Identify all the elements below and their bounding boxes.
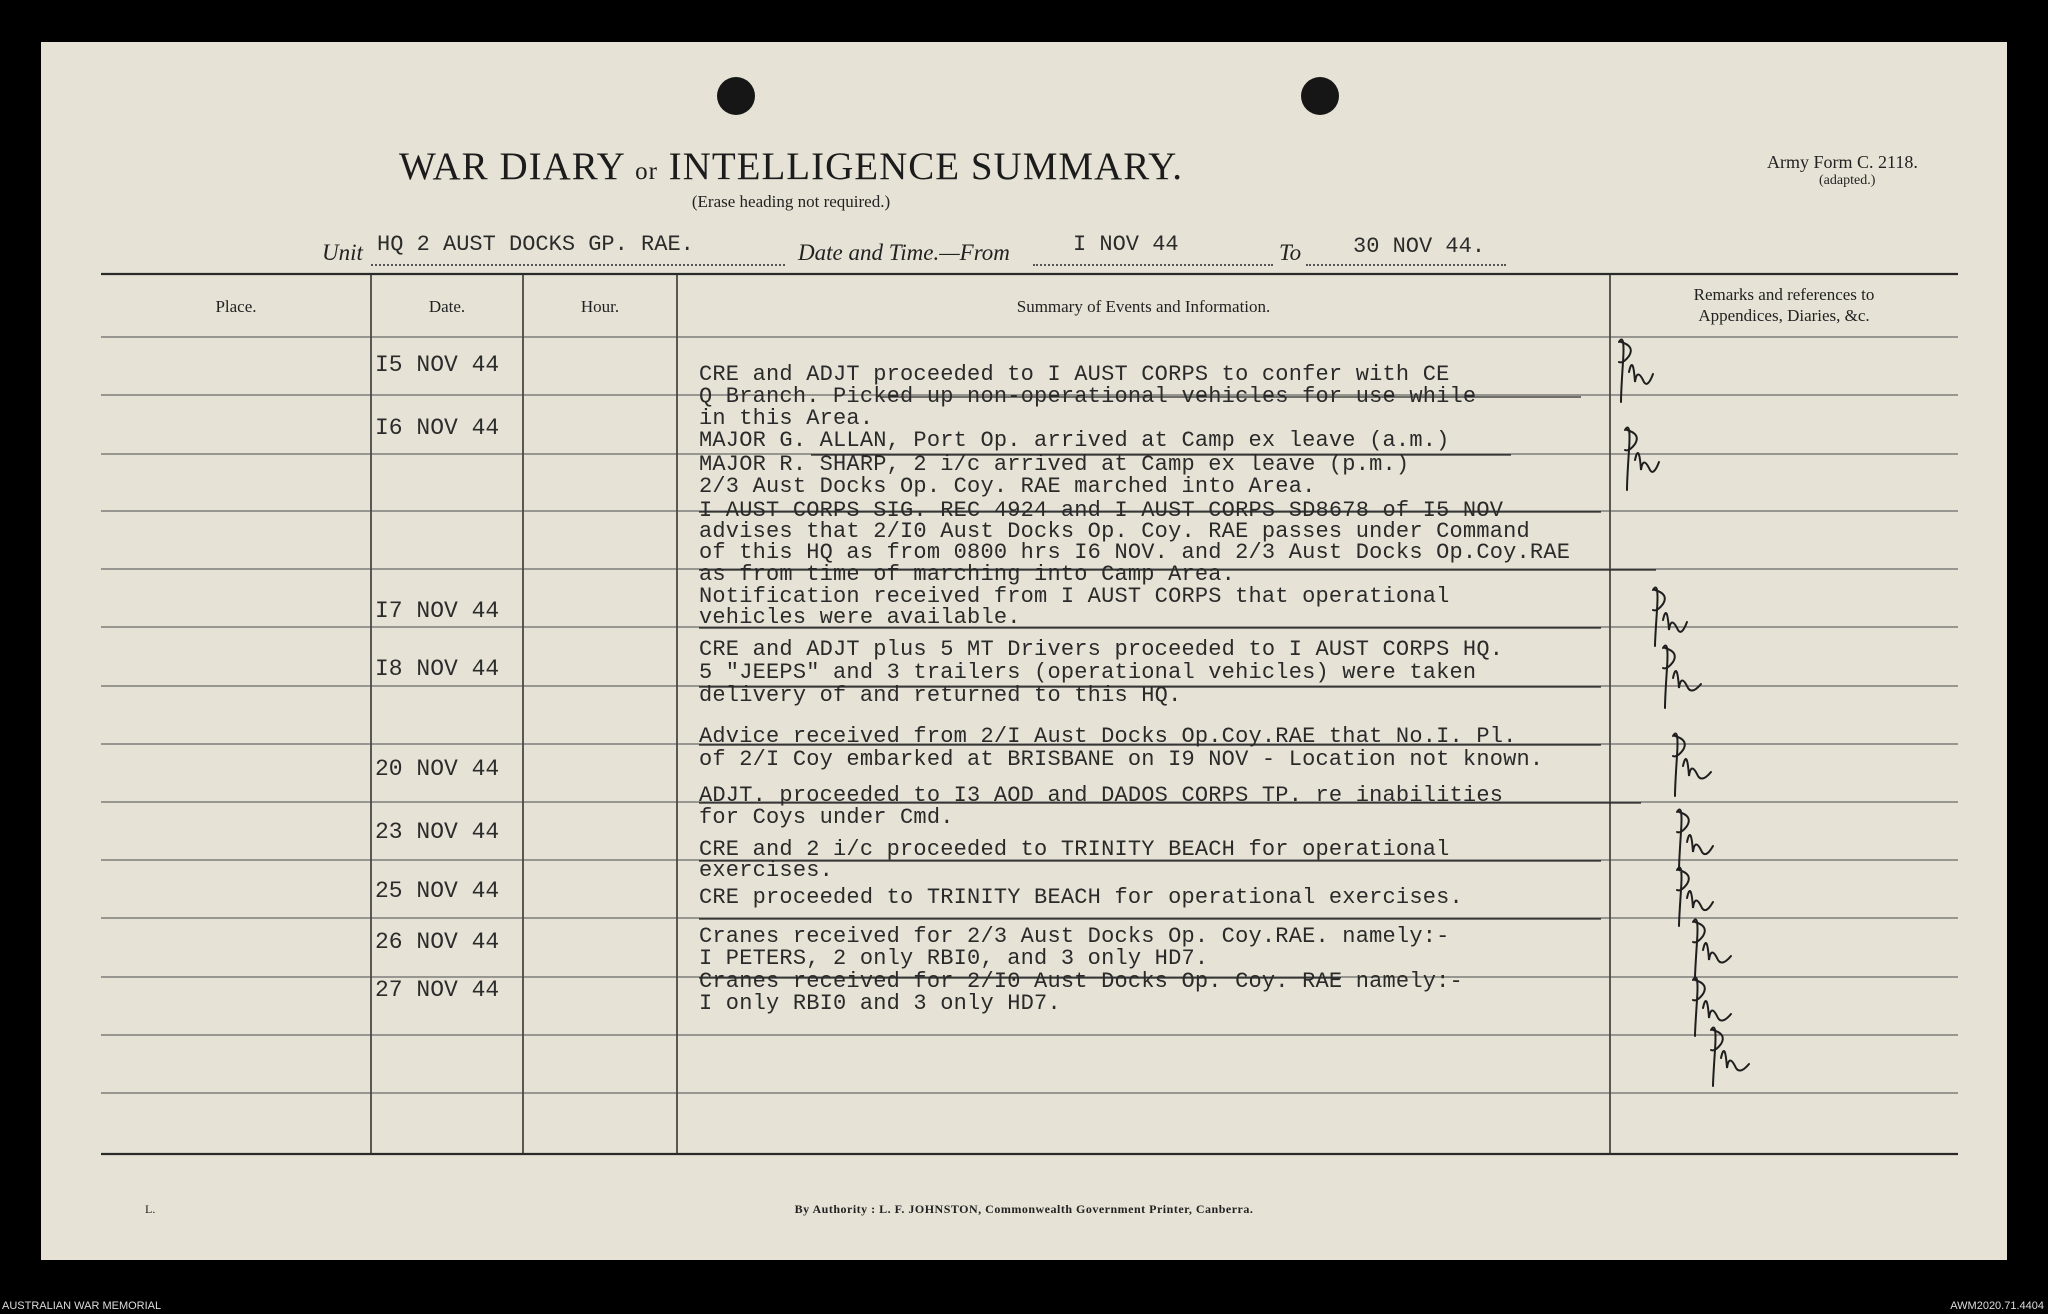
title-intelligence-summary: INTELLIGENCE SUMMARY.	[668, 145, 1183, 188]
entry-line: CRE and ADJT proceeded to I AUST CORPS to confer with CE	[699, 362, 1450, 387]
column-header-remarks-line2: Appendices, Diaries, &c.	[1698, 306, 1870, 325]
initials-mark	[1653, 588, 1687, 647]
entry-line: Notification received from I AUST CORPS that operational	[699, 584, 1450, 609]
entry-line: CRE and 2 i/c proceeded to TRINITY BEACH for operational	[699, 837, 1450, 862]
initials-mark	[1663, 646, 1701, 709]
entry-line: exercises.	[699, 858, 834, 883]
unit-value: HQ 2 AUST DOCKS GP. RAE.	[377, 232, 694, 257]
entry-line: of this HQ as from 0800 hrs I6 NOV. and 2/3 Aust Docks Op.Coy.RAE	[699, 540, 1571, 565]
column-header-place: Place.	[215, 297, 257, 316]
entry-line: 2/3 Aust Docks Op. Coy. RAE marched into Area.	[699, 474, 1316, 499]
initials-mark	[1625, 428, 1659, 491]
column-header-hour: Hour.	[580, 297, 620, 316]
entry-line: CRE proceeded to TRINITY BEACH for operational exercises.	[699, 885, 1463, 910]
initials-mark	[1673, 734, 1711, 797]
date-to-value: 30 NOV 44.	[1353, 234, 1486, 259]
remarks-initials	[41, 42, 2007, 1260]
army-form-note: (adapted.)	[1819, 173, 1876, 188]
entry-line: Q Branch. Picked up non-operational vehicles for use while	[699, 384, 1477, 409]
entry-line: for Coys under Cmd.	[699, 805, 954, 830]
column-header-remarks-line1: Remarks and references to	[1693, 285, 1875, 304]
entry-date: I5 NOV 44	[375, 352, 500, 378]
printer-authority: By Authority : L. F. JOHNSTON, Commonwealth Government Printer, Canberra.	[794, 1202, 1254, 1216]
footer-mark: L.	[145, 1202, 156, 1216]
entry-date: I7 NOV 44	[375, 598, 500, 624]
entry-line: MAJOR G. ALLAN, Port Op. arrived at Camp ex leave (a.m.)	[699, 428, 1450, 453]
initials-mark	[1677, 868, 1713, 927]
entry-line: advises that 2/I0 Aust Docks Op. Coy. RAE passes under Command	[699, 519, 1530, 544]
date-from-label: Date and Time.—From	[798, 240, 1010, 265]
title-or: or	[635, 158, 658, 185]
entry-line: I PETERS, 2 only RBI0, and 3 only HD7.	[699, 946, 1209, 971]
entry-line: delivery of and returned to this HQ.	[699, 683, 1182, 708]
entry-line: CRE and ADJT plus 5 MT Drivers proceeded to I AUST CORPS HQ.	[699, 637, 1504, 662]
initials-mark	[1619, 340, 1653, 403]
initials-mark	[1677, 810, 1713, 871]
initials-mark	[1711, 1028, 1749, 1087]
entry-date: I8 NOV 44	[375, 656, 500, 682]
entry-date: 20 NOV 44	[375, 756, 500, 782]
archive-id: AWM2020.71.4404	[1950, 1300, 2044, 1312]
army-form-number: Army Form C. 2118.	[1767, 152, 1918, 172]
entry-line: ADJT. proceeded to I3 AOD and DADOS CORPS TP. re inabilities	[699, 783, 1504, 808]
entry-line: vehicles were available.	[699, 605, 1021, 630]
archive-caption: AUSTRALIAN WAR MEMORIAL	[2, 1300, 162, 1312]
date-from-value: I NOV 44	[1073, 232, 1179, 257]
entry-line: I only RBI0 and 3 only HD7.	[699, 991, 1061, 1016]
entry-line: I AUST CORPS SIG. REC 4924 and I AUST CORPS SD8678 of I5 NOV	[699, 498, 1504, 523]
date-to-label: To	[1279, 240, 1302, 265]
entry-line: in this Area.	[699, 406, 874, 431]
initials-mark	[1693, 920, 1731, 979]
entry-line: MAJOR R. SHARP, 2 i/c arrived at Camp ex leave (p.m.)	[699, 452, 1410, 477]
title-war-diary: WAR DIARY	[399, 145, 625, 188]
entry-date: 23 NOV 44	[375, 819, 500, 845]
entry-line: of 2/I Coy embarked at BRISBANE on I9 NOV - Location not known.	[699, 747, 1544, 772]
form-subtitle: (Erase heading not required.)	[691, 192, 891, 211]
entry-line: Cranes received for 2/3 Aust Docks Op. Coy.RAE. namely:-	[699, 924, 1450, 949]
entry-line: Advice received from 2/I Aust Docks Op.Coy.RAE that No.I. Pl.	[699, 724, 1517, 749]
column-header-summary: Summary of Events and Information.	[1016, 297, 1271, 316]
entry-date: I6 NOV 44	[375, 415, 500, 441]
diary-page	[41, 42, 2007, 1260]
entry-date: 26 NOV 44	[375, 929, 500, 955]
entry-line: Cranes received for 2/I0 Aust Docks Op. Coy. RAE namely:-	[699, 969, 1463, 994]
unit-label: Unit	[322, 240, 363, 265]
entry-line: as from time of marching into Camp Area.	[699, 562, 1236, 587]
column-header-date: Date.	[428, 297, 466, 316]
entry-line: 5 "JEEPS" and 3 trailers (operational vehicles) were taken	[699, 660, 1477, 685]
entry-date: 27 NOV 44	[375, 977, 500, 1003]
entry-date: 25 NOV 44	[375, 878, 500, 904]
